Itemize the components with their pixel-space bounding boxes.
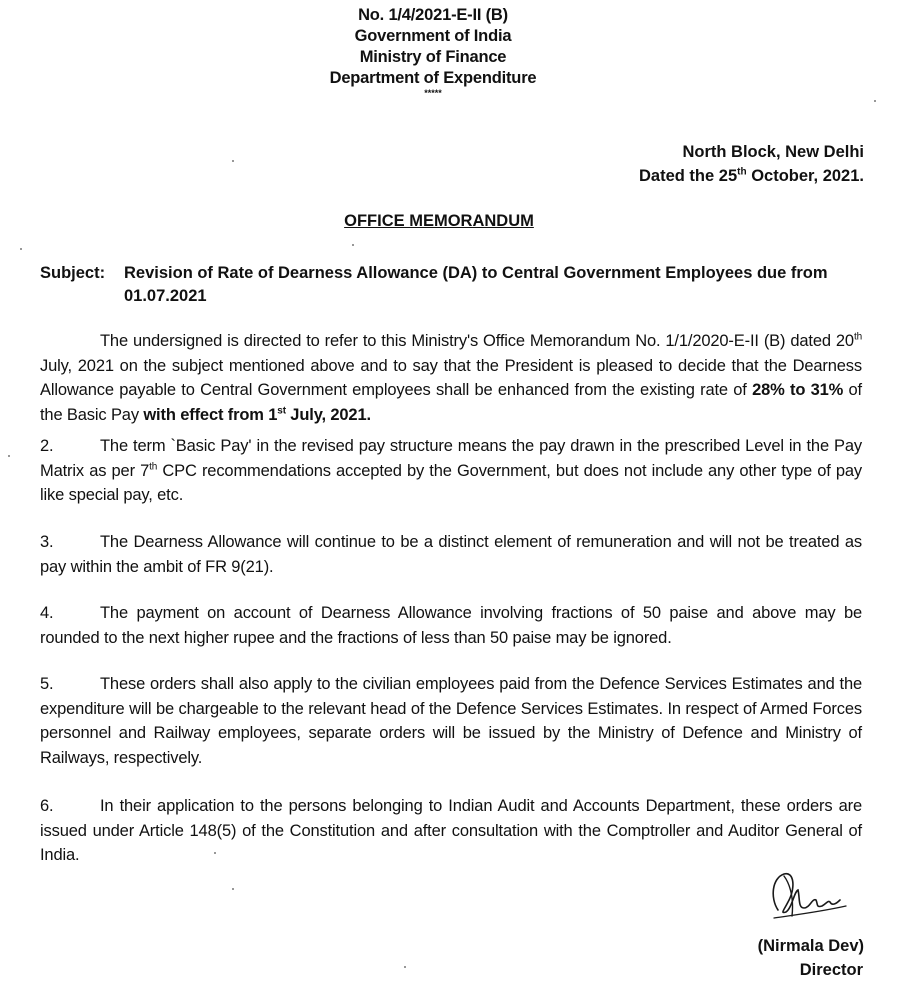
p4-text: The payment on account of Dearness Allowance involving fractions of 50 paise and above may be rounded to the next higher rupee and the fractions of less than 50 paise may be ignored.: [40, 604, 862, 647]
department-line: Department of Expenditure: [329, 69, 537, 87]
date-line: [639, 164, 864, 188]
p2-sup: th: [149, 461, 158, 472]
scan-speck: [232, 160, 234, 162]
p3-number: 3.: [40, 533, 54, 551]
p6-number: 6.: [40, 797, 54, 815]
p1-effect-sup: st: [277, 405, 286, 416]
p3-text: The Dearness Allowance will continue to be a distinct element of remuneration and will not be treated as pay within the ambit of FR 9(21).: [40, 533, 862, 576]
date-day-suffix: th: [737, 166, 747, 178]
p6-text: In their application to the persons belonging to Indian Audit and Accounts Department, these orders are issued under Article 148(5) of the Constitution and after consultation with the Comptroller and Auditor General of India.: [40, 797, 862, 864]
paragraph-5: [40, 672, 862, 770]
p2-number: 2.: [40, 437, 54, 455]
date-prefix: Dated the: [639, 167, 715, 185]
paragraph-6: [40, 794, 862, 868]
p4-number: 4.: [40, 604, 54, 622]
scan-speck: [352, 244, 354, 246]
paragraph-4: [40, 601, 862, 650]
paragraph-3: [40, 530, 862, 579]
scan-speck: [214, 852, 216, 854]
p1-text-b: July, 2021 on the subject mentioned above and to say that the President is pleased to decide that the Dearness Allowance payable to Central Government employees shall be enhanced from the existing rate of: [40, 356, 862, 399]
subject-label: Subject:: [40, 264, 106, 282]
subject-text: Revision of Rate of Dearness Allowance (DA) to Central Government Employees due from 01.07.2021: [124, 264, 828, 305]
p1-date-num: 20: [835, 332, 854, 350]
ministry-line: Ministry of Finance: [359, 48, 507, 66]
file-number: No. 1/4/2021-E-II (B): [358, 6, 508, 24]
place-line: North Block, New Delhi: [682, 143, 864, 161]
paragraph-2: [40, 434, 862, 508]
p5-text: These orders shall also apply to the civilian employees paid from the Defence Services Estimates and the expenditure will be chargeable to the relevant head of the Defence Services Estimates. In respect of Armed Forces personnel and Railway employees, separate orders will be issued by the Ministry of Defence and Ministry of Railways, respectively.: [40, 675, 862, 767]
signatory-designation: Director: [799, 961, 863, 979]
government-line: Government of India: [354, 27, 512, 45]
p1-rate: 28% to 31%: [752, 381, 844, 399]
scan-speck: [20, 248, 22, 250]
p1-text-a: The undersigned is directed to refer to this Ministry's Office Memorandum No. 1/1/2020-E-II (B) dated: [100, 332, 836, 350]
p2-text-a: The term `Basic Pay' in the revised pay structure means the pay drawn in the prescribed Level in the Pay Matrix as per 7: [40, 437, 862, 480]
p1-effect-date: July, 2021.: [285, 405, 371, 424]
p5-number: 5.: [40, 675, 54, 693]
p1-date-sup: th: [853, 331, 862, 343]
scan-speck: [404, 966, 406, 968]
separator-stars: *****: [424, 88, 442, 98]
paragraph-1: [40, 329, 862, 427]
p2-text-b: CPC recommendations accepted by the Government, but does not include any other type of pay like special pay, etc.: [40, 461, 862, 504]
scan-speck: [232, 888, 234, 890]
document-title: OFFICE MEMORANDUM: [344, 212, 534, 230]
p1-effect: with effect from 1: [143, 405, 278, 424]
date-day: 25: [718, 167, 738, 185]
handwritten-signature: [764, 868, 854, 924]
scan-speck: [874, 100, 876, 102]
date-rest: October, 2021.: [751, 167, 864, 185]
signatory-name: (Nirmala Dev): [757, 937, 864, 955]
scan-speck: [8, 455, 10, 457]
p1-text-c: of the Basic Pay: [40, 381, 862, 424]
